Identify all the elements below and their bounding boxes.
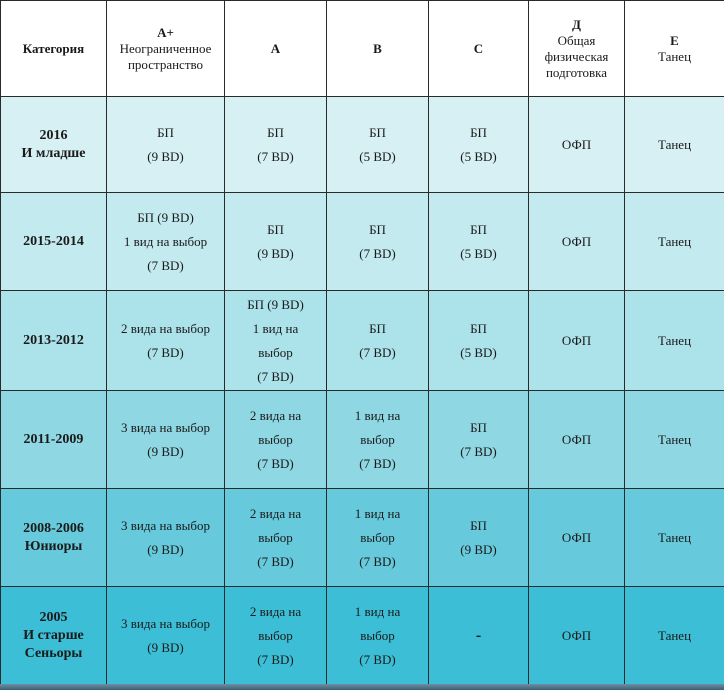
table-cell: [225, 489, 327, 587]
header-cell: [225, 1, 327, 97]
header-title: Е: [670, 32, 679, 48]
cell-text: БП (9 BD): [247, 296, 304, 312]
cell-text: (9 BD): [460, 541, 497, 557]
table-cell: [107, 587, 225, 685]
table-cell: [529, 587, 625, 685]
header-title: Категория: [22, 40, 85, 56]
cell-text: (7 BD): [257, 148, 294, 164]
table-cell: [107, 391, 225, 489]
category-label: И младше: [21, 145, 86, 161]
table-cell: [225, 97, 327, 193]
table-cell: [429, 97, 529, 193]
header-subtitle: Неограниченное пространство: [119, 40, 212, 72]
cell-text: выбор: [258, 431, 293, 447]
cell-text: Танец: [657, 332, 692, 348]
table-cell: [625, 587, 724, 685]
table-cell: [225, 587, 327, 685]
header-title: В: [373, 40, 382, 56]
cell-text: (5 BD): [460, 344, 497, 360]
header-cell: [529, 1, 625, 97]
table-cell: [107, 291, 225, 391]
cell-text: выбор: [360, 529, 395, 545]
cell-text: Танец: [657, 431, 692, 447]
cell-text: БП: [470, 517, 487, 533]
table-row: [1, 587, 724, 685]
header-title: А: [270, 40, 281, 56]
table-cell: [529, 97, 625, 193]
cell-text: -: [475, 626, 482, 644]
table-cell: [107, 193, 225, 291]
category-label: 2005: [39, 609, 68, 625]
cell-text: (9 BD): [147, 443, 184, 459]
table-cell: [429, 587, 529, 685]
cell-text: (7 BD): [359, 245, 396, 261]
category-cell: [1, 291, 107, 391]
category-cell: [1, 193, 107, 291]
cell-text: (7 BD): [359, 651, 396, 667]
cell-text: ОФП: [561, 136, 592, 152]
cell-text: (7 BD): [147, 344, 184, 360]
cell-text: ОФП: [561, 627, 592, 643]
cell-text: (5 BD): [460, 148, 497, 164]
cell-text: (9 BD): [257, 245, 294, 261]
cell-text: (9 BD): [147, 541, 184, 557]
table-cell: [625, 193, 724, 291]
table-cell: [625, 489, 724, 587]
cell-text: (7 BD): [359, 455, 396, 471]
cell-text: БП: [267, 124, 284, 140]
table-cell: [327, 291, 429, 391]
header-cell: [327, 1, 429, 97]
table-cell: [429, 193, 529, 291]
category-label: Сеньоры: [24, 645, 83, 661]
category-cell: [1, 489, 107, 587]
cell-text: 3 вида на выбор: [121, 419, 210, 435]
table-cell: [327, 489, 429, 587]
cell-text: (7 BD): [257, 553, 294, 569]
cell-text: (5 BD): [359, 148, 396, 164]
cell-text: выбор: [258, 344, 293, 360]
category-label: 2016: [39, 127, 68, 143]
bottom-border-bar: [0, 684, 724, 690]
category-label: И старше: [23, 627, 84, 643]
cell-text: (7 BD): [257, 368, 294, 384]
header-cell: [625, 1, 724, 97]
cell-text: 1 вид на: [354, 407, 401, 423]
cell-text: (9 BD): [147, 639, 184, 655]
table-cell: [429, 391, 529, 489]
table-cell: [625, 391, 724, 489]
cell-text: 3 вида на выбор: [121, 615, 210, 631]
table-row: [1, 291, 724, 391]
table-row: [1, 193, 724, 291]
cell-text: БП: [157, 124, 174, 140]
table-cell: [529, 391, 625, 489]
table-cell: [107, 97, 225, 193]
header-title: С: [473, 40, 484, 56]
table-cell: [327, 391, 429, 489]
cell-text: БП (9 BD): [137, 209, 194, 225]
cell-text: 1 вид на: [354, 505, 401, 521]
table-row: [1, 391, 724, 489]
table-cell: [529, 193, 625, 291]
cell-text: (7 BD): [460, 443, 497, 459]
cell-text: выбор: [360, 627, 395, 643]
table-body: [1, 97, 724, 685]
header-title: А+: [157, 24, 174, 40]
cell-text: БП: [470, 221, 487, 237]
cell-text: Танец: [657, 136, 692, 152]
category-label: 2013-2012: [23, 332, 84, 348]
cell-text: (7 BD): [257, 455, 294, 471]
table-cell: [225, 291, 327, 391]
category-label: 2015-2014: [23, 233, 84, 249]
header-title: Д: [572, 16, 581, 32]
header-subtitle: Танец: [657, 48, 692, 64]
cell-text: 2 вида на: [249, 603, 302, 619]
cell-text: выбор: [360, 431, 395, 447]
table-cell: [429, 291, 529, 391]
category-label: Юниоры: [24, 538, 83, 554]
cell-text: ОФП: [561, 529, 592, 545]
cell-text: 2 вида на выбор: [121, 320, 210, 336]
category-cell: [1, 97, 107, 193]
table-row: [1, 489, 724, 587]
table-cell: [529, 489, 625, 587]
cell-text: 2 вида на: [249, 505, 302, 521]
table-cell: [327, 193, 429, 291]
cell-text: Танец: [657, 233, 692, 249]
cell-text: БП: [470, 419, 487, 435]
cell-text: (5 BD): [460, 245, 497, 261]
cell-text: (7 BD): [359, 553, 396, 569]
header-cell: [1, 1, 107, 97]
cell-text: Танец: [657, 627, 692, 643]
table-cell: [107, 489, 225, 587]
table-cell: [327, 97, 429, 193]
cell-text: ОФП: [561, 233, 592, 249]
cell-text: БП: [267, 221, 284, 237]
cell-text: (7 BD): [257, 651, 294, 667]
table-cell: [225, 193, 327, 291]
category-label: 2008-2006: [23, 520, 84, 536]
cell-text: БП: [369, 221, 386, 237]
cell-text: БП: [470, 124, 487, 140]
table-row: [1, 97, 724, 193]
cell-text: БП: [369, 124, 386, 140]
cell-text: 1 вид на: [354, 603, 401, 619]
cell-text: (7 BD): [147, 257, 184, 273]
category-label: 2011-2009: [23, 431, 84, 447]
cell-text: 1 вид на: [252, 320, 299, 336]
table-cell: [625, 291, 724, 391]
header-cell: [429, 1, 529, 97]
cell-text: 3 вида на выбор: [121, 517, 210, 533]
cell-text: (9 BD): [147, 148, 184, 164]
cell-text: Танец: [657, 529, 692, 545]
table-cell: [429, 489, 529, 587]
cell-text: (7 BD): [359, 344, 396, 360]
cell-text: ОФП: [561, 332, 592, 348]
cell-text: выбор: [258, 529, 293, 545]
cell-text: 1 вид на выбор: [123, 233, 208, 249]
cell-text: выбор: [258, 627, 293, 643]
cell-text: БП: [470, 320, 487, 336]
table-cell: [225, 391, 327, 489]
header-subtitle: Общая физическая подготовка: [544, 32, 609, 80]
category-cell: [1, 587, 107, 685]
table-header-row: [1, 1, 724, 97]
table-cell: [529, 291, 625, 391]
header-cell: [107, 1, 225, 97]
cell-text: 2 вида на: [249, 407, 302, 423]
category-cell: [1, 391, 107, 489]
cell-text: ОФП: [561, 431, 592, 447]
cell-text: БП: [369, 320, 386, 336]
table-cell: [327, 587, 429, 685]
table-cell: [625, 97, 724, 193]
